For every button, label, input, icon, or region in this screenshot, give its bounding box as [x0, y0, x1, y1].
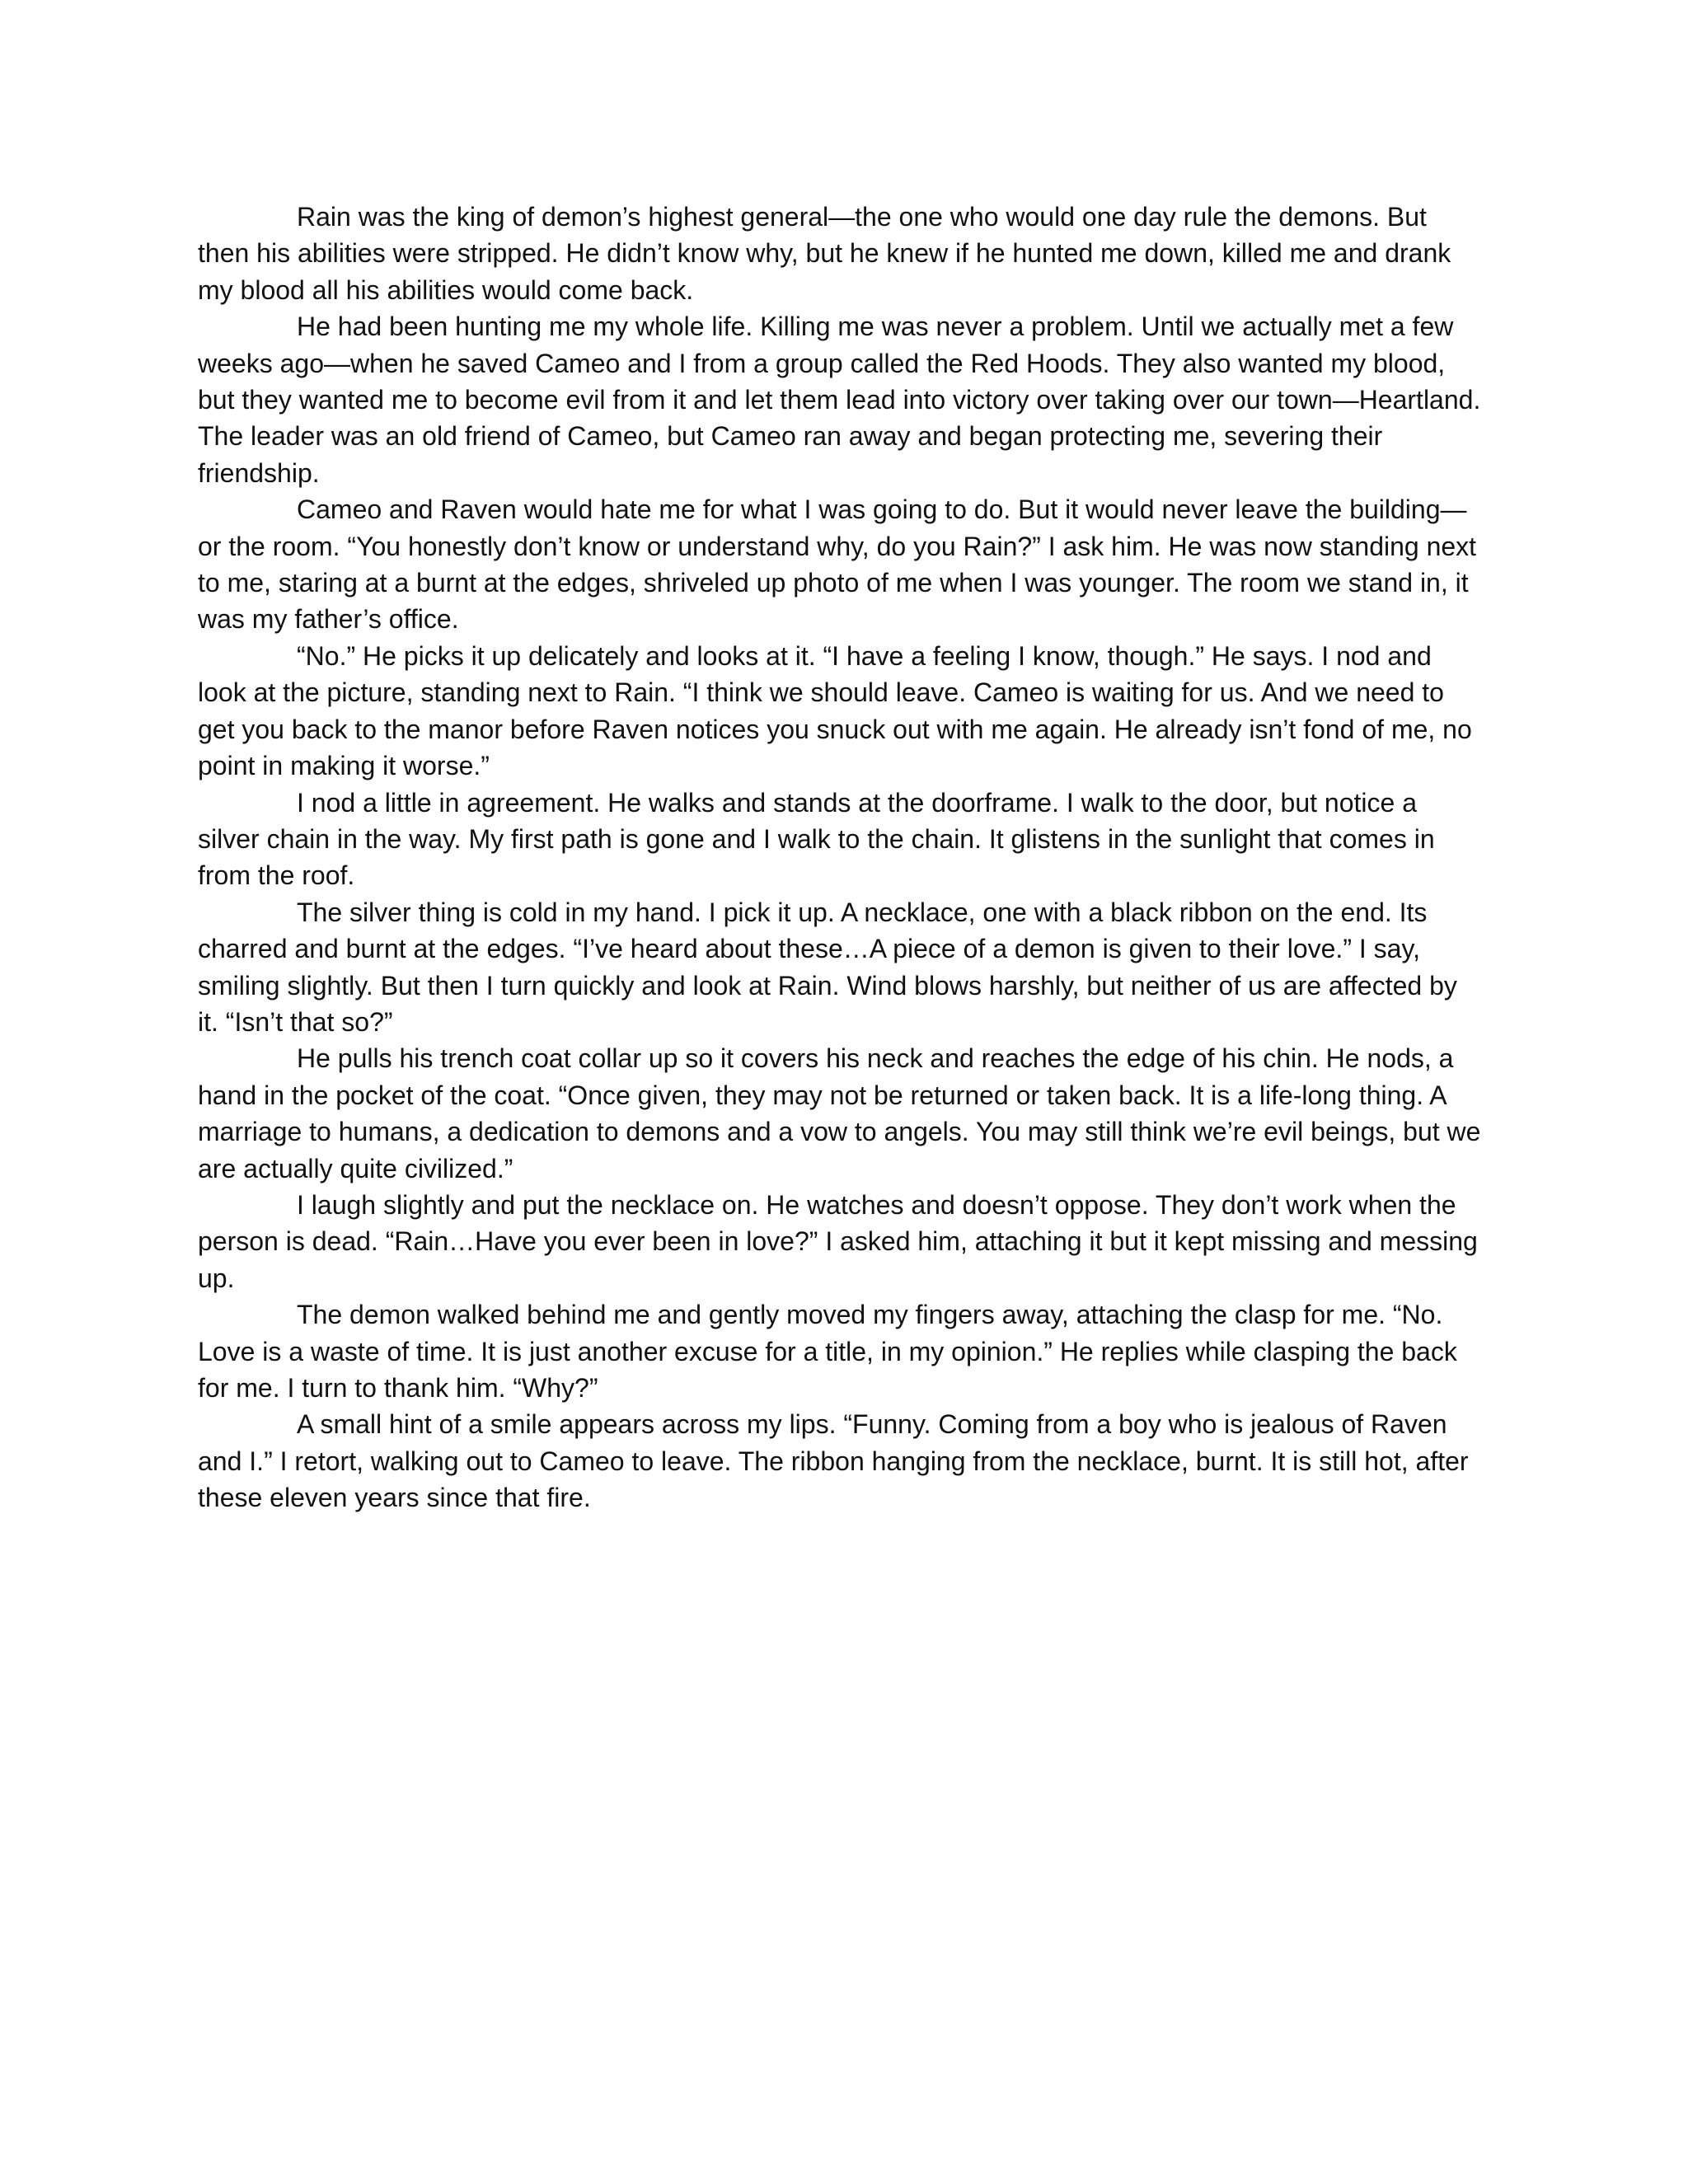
paragraph-5: I nod a little in agreement. He walks and stands at the doorframe. I walk to the door, but notice a silver chain in the way. My first path is gone and I walk to the chain. It glistens in the sunlight that comes in from the roof. [198, 787, 1435, 891]
paragraph-10: A small hint of a smile appears across my lips. “Funny. Coming from a boy who is jealous of Raven and I.” I retort, walking out to Cameo to leave. The ribbon hanging from the necklace, burnt. It is still hot, after these eleven years since that fire. [198, 1409, 1469, 1513]
paragraph-2: He had been hunting me my whole life. Killing me was never a problem. Until we actually met a few weeks ago—when he saved Cameo and I from a group called the Red Hoods. They also wanted my blood, but they wanted me to become evil from it and let them lead into victory over taking over our town—Heartland. The leader was an old friend of Cameo, but Cameo ran away and began protecting me, severing their friendship. [198, 312, 1481, 488]
story-text [198, 199, 1484, 1516]
paragraph-1: Rain was the king of demon’s highest general—the one who would one day rule the demons. But then his abilities were stripped. He didn’t know why, but he knew if he hunted me down, killed me and drank my blood all his abilities would come back. [198, 202, 1451, 305]
paragraph-4: “No.” He picks it up delicately and looks at it. “I have a feeling I know, though.” He says. I nod and look at the picture, standing next to Rain. “I think we should leave. Cameo is waiting for us. And we need to get you back to the manor before Raven notices you snuck out with me again. He already isn’t fond of me, no point in making it worse.” [198, 640, 1472, 781]
paragraph-7: He pulls his trench coat collar up so it covers his neck and reaches the edge of his chin. He nods, a hand in the pocket of the coat. “Once given, they may not be returned or taken back. It is a life-long thing. A marriage to humans, a dedication to demons and a vow to angels. You may still think we’re evil beings, but we are actually quite civilized.” [198, 1043, 1481, 1183]
paragraph-8: I laugh slightly and put the necklace on. He watches and doesn’t oppose. They don’t work when the person is dead. “Rain…Have you ever been in love?” I asked him, attaching it but it kept missing and messing up. [198, 1189, 1478, 1293]
paragraph-9: The demon walked behind me and gently moved my fingers away, attaching the clasp for me. “No. Love is a waste of time. It is just another excuse for a title, in my opinion.” He replies while clasping the back for me. I turn to thank him. “Why?” [198, 1300, 1457, 1403]
paragraph-6: The silver thing is cold in my hand. I pick it up. A necklace, one with a black ribbon on the end. Its charred and burnt at the edges. “I’ve heard about these…A piece of a demon is given to their love.” I say, smiling slightly. But then I turn quickly and look at Rain. Wind blows harshly, but neither of us are affected by it. “Isn’t that so?” [198, 897, 1457, 1037]
paragraph-3: Cameo and Raven would hate me for what I was going to do. But it would never leave the building—or the room. “You honestly don’t know or understand why, do you Rain?” I ask him. He was now standing next to me, staring at a burnt at the edges, shriveled up photo of me when I was younger. The room we stand in, it was my father’s office. [198, 494, 1477, 635]
